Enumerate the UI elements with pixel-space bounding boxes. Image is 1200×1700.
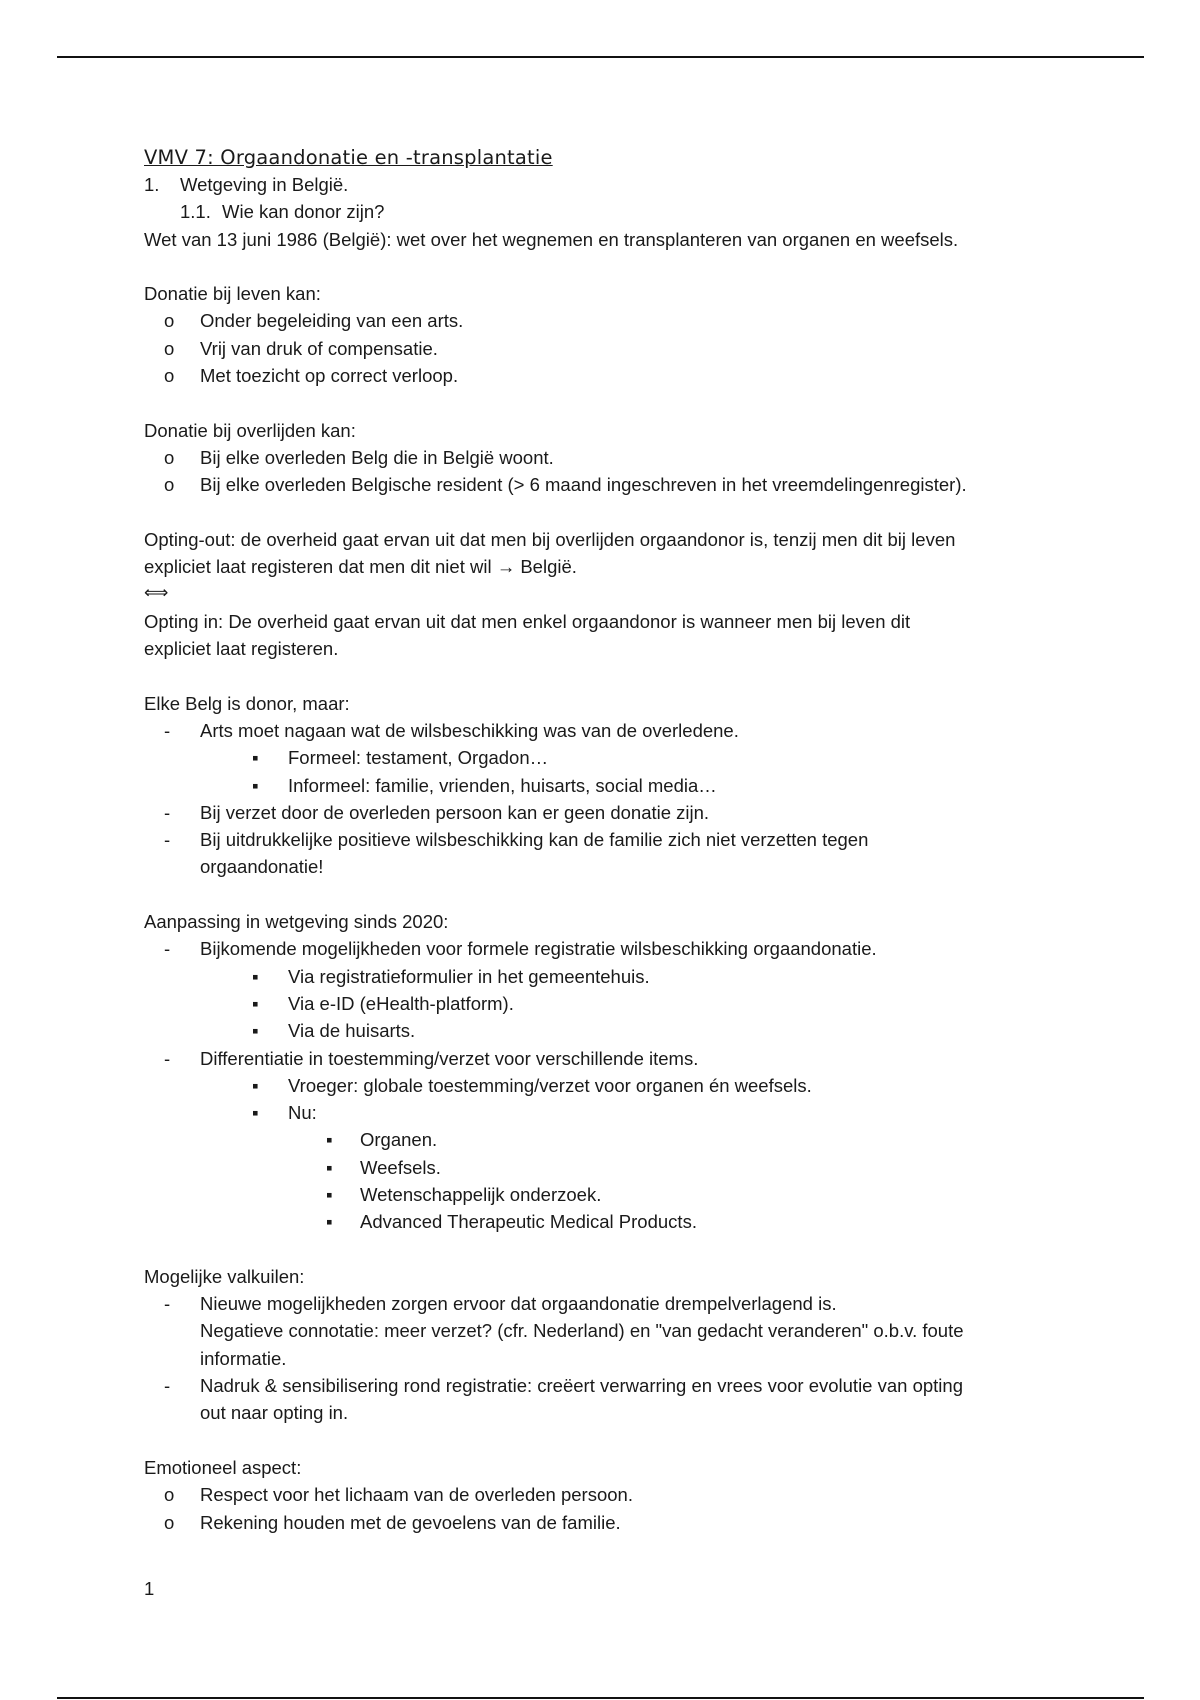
dash-bullet-icon: - [164,801,171,823]
square-bullet-icon: ▪ [252,1074,259,1096]
list-item: o Met toezicht op correct verloop. [144,362,1064,389]
list-item: ▪ Wetenschappelijk onderzoek. [144,1181,1064,1208]
square-bullet-icon: ▪ [252,1102,259,1124]
list-item: o Rekening houden met de gevoelens van de familie. [144,1509,1064,1536]
list-item: o Bij elke overleden Belgische resident (> 6 maand ingeschreven in het vreemdelingenregister). [144,471,1064,498]
circle-bullet-icon: o [164,446,175,468]
belg-donor-heading: Elke Belg is donor, maar: [144,692,350,714]
equivalence-arrow-icon: ⟺ [144,583,169,604]
square-bullet-icon: ▪ [326,1183,333,1205]
pitfalls-heading: Mogelijke valkuilen: [144,1265,305,1287]
list-item: o Onder begeleiding van een arts. [144,307,1064,334]
list-item-continuation: Negatieve connotatie: meer verzet? (cfr. Nederland) en "van gedacht veranderen" o.b.v. foute [200,1320,964,1342]
circle-bullet-icon: o [164,1511,175,1533]
page-number: 1 [144,1578,155,1599]
donation-living-heading: Donatie bij leven kan: [144,283,321,305]
list-item: ▪ Formeel: testament, Orgadon… [144,744,1064,771]
list-item: ▪ Vroeger: globale toestemming/verzet voor organen én weefsels. [144,1072,1064,1099]
square-bullet-icon: ▪ [326,1211,333,1233]
dash-bullet-icon: - [164,1047,171,1069]
square-bullet-icon: ▪ [326,1156,333,1178]
square-bullet-icon: ▪ [326,1129,333,1151]
dash-bullet-icon: - [164,938,171,960]
square-bullet-icon: ▪ [252,1020,259,1042]
circle-bullet-icon: o [164,310,175,332]
header-rule [57,56,1144,58]
heading-1-1-number: 1.1. [180,201,211,223]
list-item: o Vrij van druk of compensatie. [144,335,1064,362]
heading-1-1 [144,198,1064,225]
opting-out-line-2: expliciet laat registeren dat men dit niet wil → België. [144,556,577,578]
heading-1 [144,171,1064,198]
square-bullet-icon: ▪ [252,747,259,769]
list-item: ▪ Via e-ID (eHealth-platform). [144,990,1064,1017]
heading-1-1-text: Wie kan donor zijn? [222,201,385,223]
document-title: VMV 7: Orgaandonatie en -transplantatie [144,146,553,169]
dash-bullet-icon: - [164,719,171,741]
list-item: ▪ Via de huisarts. [144,1017,1064,1044]
footer-rule [57,1697,1144,1699]
list-item: ▪ Advanced Therapeutic Medical Products. [144,1208,1064,1235]
document-body [144,144,1064,1536]
list-item: ▪ Organen. [144,1126,1064,1153]
list-item: - Nieuwe mogelijkheden zorgen ervoor dat orgaandonatie drempelverlagend is. [144,1290,1064,1317]
square-bullet-icon: ▪ [252,992,259,1014]
list-item-continuation: orgaandonatie! [200,856,324,878]
list-item: - Nadruk & sensibilisering rond registratie: creëert verwarring en vrees voor evolutie van opting [144,1372,1064,1399]
list-item-continuation: out naar opting in. [200,1402,349,1424]
legislation-change-heading: Aanpassing in wetgeving sinds 2020: [144,911,449,933]
heading-1-number: 1. [144,174,160,195]
list-item: o Bij elke overleden Belg die in Belgiё woont. [144,444,1064,471]
circle-bullet-icon: o [164,365,175,387]
heading-1-text: Wetgeving in België. [180,174,349,195]
circle-bullet-icon: o [164,1484,175,1506]
list-item: o Respect voor het lichaam van de overleden persoon. [144,1481,1064,1508]
list-item: ▪ Weefsels. [144,1154,1064,1181]
opting-in-line-1: Opting in: De overheid gaat ervan uit dat men enkel orgaandonor is wanneer men bij leven dit [144,610,911,632]
list-item-continuation: informatie. [200,1347,287,1369]
list-item: ▪ Nu: [144,1099,1064,1126]
dash-bullet-icon: - [164,829,171,851]
opting-out-line-1: Opting-out: de overheid gaat ervan uit dat men bij overlijden orgaandonor is, tenzij men dit bij leven [144,528,956,550]
emotional-heading: Emotioneel aspect: [144,1456,302,1478]
list-item: ▪ Via registratieformulier in het gemeentehuis. [144,963,1064,990]
dash-bullet-icon: - [164,1375,171,1397]
dash-bullet-icon: - [164,1293,171,1315]
list-item: - Differentiatie in toestemming/verzet voor verschillende items. [144,1045,1064,1072]
list-item: ▪ Informeel: familie, vrienden, huisarts, social media… [144,772,1064,799]
opting-in-line-2: expliciet laat registeren. [144,638,339,660]
list-item: - Bijkomende mogelijkheden voor formele registratie wilsbeschikking orgaandonatie. [144,935,1064,962]
list-item: - Bij verzet door de overleden persoon kan er geen donatie zijn. [144,799,1064,826]
circle-bullet-icon: o [164,474,175,496]
donation-death-heading: Donatie bij overlijden kan: [144,419,356,441]
circle-bullet-icon: o [164,337,175,359]
list-item: - Bij uitdrukkelijke positieve wilsbeschikking kan de familie zich niet verzetten tegen [144,826,1064,853]
list-item: - Arts moet nagaan wat de wilsbeschikking was van de overledene. [144,717,1064,744]
square-bullet-icon: ▪ [252,965,259,987]
law-paragraph: Wet van 13 juni 1986 (België): wet over het wegnemen en transplanteren van organen en weefsels. [144,228,959,250]
square-bullet-icon: ▪ [252,774,259,796]
